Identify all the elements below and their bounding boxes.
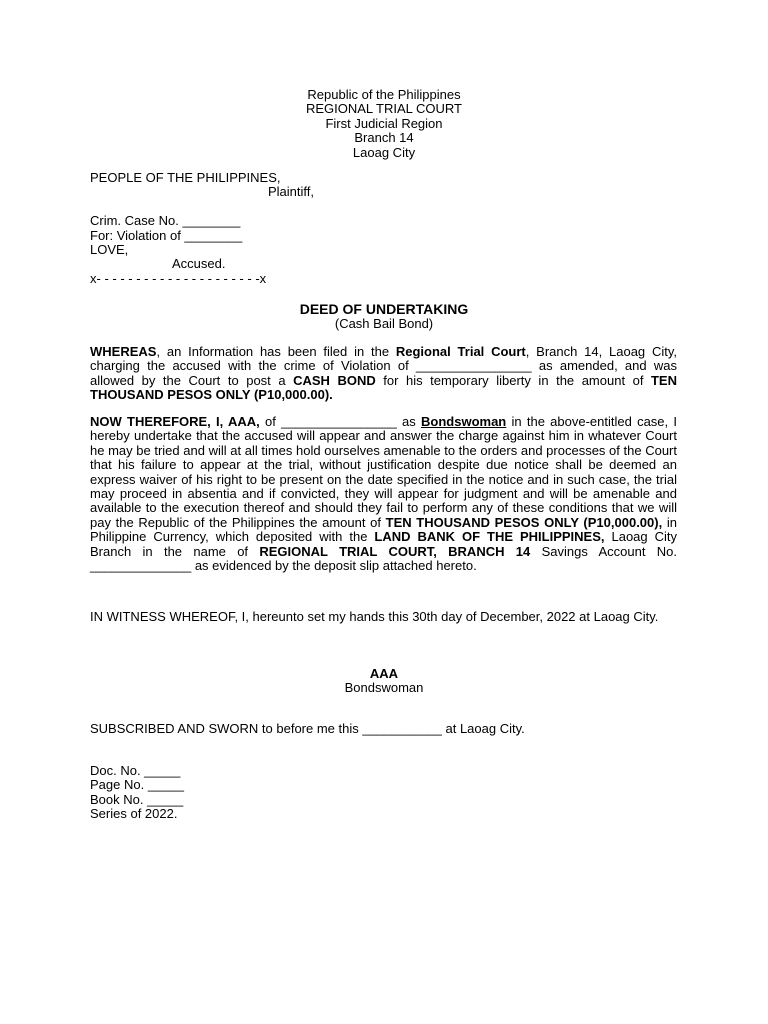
- undertaking-text-5: Savings Account No. ______________ as evidenced by the deposit slip attached hereto.: [90, 543, 677, 574]
- notary-page-no: Page No. _____: [90, 777, 184, 793]
- undertaking-text-3: in Philippine Currency, which deposited with the: [90, 514, 677, 545]
- document-subtitle: (Cash Bail Bond): [334, 316, 434, 331]
- caption-accused-label: Accused.: [172, 256, 226, 272]
- witness-paragraph: IN WITNESS WHEREOF, I, hereunto set my hands this 30th day of December, 2022 at Laoag City.: [90, 609, 659, 624]
- whereas-paragraph: [90, 345, 677, 403]
- caption-accused-name: LOVE,: [90, 242, 129, 258]
- notary-book-no: Book No. _____: [90, 791, 184, 807]
- caption-violation: For: Violation of ________: [90, 227, 243, 243]
- header-court: REGIONAL TRIAL COURT: [305, 101, 463, 117]
- whereas-text-1: , an Information has been filed in the: [156, 344, 396, 359]
- signature-block: [0, 667, 768, 696]
- undertaking-court: REGIONAL TRIAL COURT, BRANCH 14: [259, 543, 531, 559]
- whereas-amount: TEN THOUSAND PESOS ONLY (P10,000.00).: [90, 372, 677, 403]
- header-region: First Judicial Region: [325, 115, 443, 131]
- whereas-text-2: , Branch 14, Laoag City, charging the accused with the crime of Violation of ________________ as amended, and was allowed by the Court to post a: [90, 344, 677, 388]
- caption-plaintiff: Plaintiff,: [268, 184, 315, 200]
- undertaking-text-1: of ________________ as: [259, 414, 422, 429]
- caption-separator: x- - - - - - - - - - - - - - - - - - - - -x: [90, 270, 267, 286]
- undertaking-lead: NOW THEREFORE, I, AAA,: [90, 414, 260, 429]
- signatory-role: Bondswoman: [344, 680, 424, 696]
- undertaking-text-2: in the above-entitled case, I hereby undertake that the accused will appear and answer the charge against him in whatever Court he may be tried and will at all times hold ourselves amenable to the orders and processes of the Court that his failure to appear at the trial, without justification despite due notice shall be deemed an express waiver of his right to be present on the date specified in the notice and in such case, the trial may proceed in absentia and if convicted, they will appear for judgment and will be amenable and available to the execution thereof and should they fail to perform any of these conditions that we will pay the Republic of the Philippines the amount of: [90, 414, 677, 530]
- undertaking-amount: TEN THOUSAND PESOS ONLY (P10,000.00),: [385, 514, 663, 530]
- undertaking-paragraph: [90, 415, 677, 573]
- notary-series: Series of 2022.: [90, 806, 178, 822]
- document-title: DEED OF UNDERTAKING: [299, 301, 469, 317]
- whereas-court: Regional Trial Court: [395, 344, 526, 359]
- undertaking-bondswoman: Bondswoman: [421, 414, 507, 429]
- header-republic: Republic of the Philippines: [307, 87, 461, 102]
- court-header: [0, 88, 768, 160]
- notary-doc-no: Doc. No. _____: [90, 763, 181, 778]
- undertaking-bank: LAND BANK OF THE PHILIPPINES,: [374, 529, 605, 545]
- header-city: Laoag City: [352, 144, 416, 160]
- jurat-line: SUBSCRIBED AND SWORN to before me this ___________ at Laoag City.: [90, 721, 525, 736]
- whereas-keyword: WHEREAS: [90, 344, 157, 359]
- caption-crim-case: Crim. Case No. ________: [90, 213, 241, 229]
- header-branch: Branch 14: [354, 130, 414, 146]
- whereas-text-3: for his temporary liberty in the amount of: [375, 372, 651, 388]
- undertaking-text-4: Laoag City Branch in the name of: [90, 529, 677, 559]
- caption-spacer: [90, 200, 490, 214]
- whereas-cash-bond: CASH BOND: [293, 372, 376, 388]
- case-caption: [90, 171, 490, 286]
- notarial-register: [90, 764, 390, 822]
- signatory-name: AAA: [369, 666, 399, 681]
- caption-party: PEOPLE OF THE PHILIPPINES,: [90, 170, 281, 185]
